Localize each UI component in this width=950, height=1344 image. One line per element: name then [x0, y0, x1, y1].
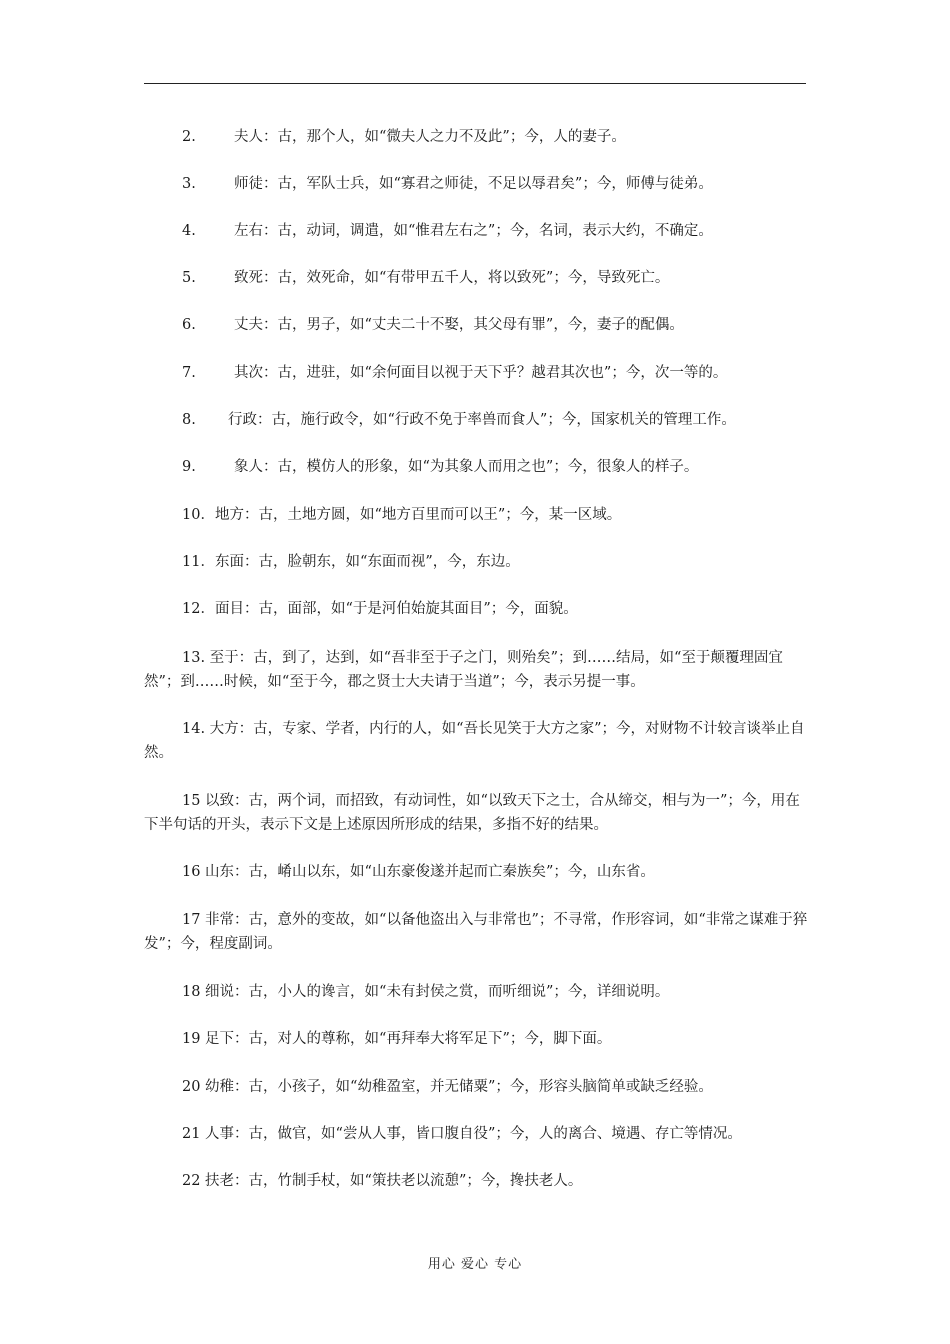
list-item: 21 人事：古，做官，如“尝从人事，皆口腹自役”；今，人的离合、境遇、存亡等情况。: [182, 1126, 742, 1142]
list-item: 13. 至于：古，到了，达到，如“吾非至于子之门，则殆矣”；到……结局，如“至于颠覆理固宜然”；到……时候，如“至于今，郡之贤士大夫请于当道”；今，表示另提一事。: [144, 650, 783, 690]
item-number: 7.: [182, 365, 196, 381]
item-number: 4.: [182, 223, 196, 239]
list-item: 22 扶老：古，竹制手杖，如“策扶老以流憩”；今，搀扶老人。: [182, 1173, 583, 1189]
list-item: 10．地方：古，土地方圆，如“地方百里而可以王”；今，某一区域。: [182, 507, 622, 523]
item-number: 3.: [182, 176, 196, 192]
list-item: 19 足下：古，对人的尊称，如“再拜奉大将军足下”；今，脚下面。: [182, 1031, 612, 1047]
item-number: 8.: [182, 412, 196, 428]
page-footer: 用心 爱心 专心: [427, 1257, 523, 1272]
item-text: 象人：古，模仿人的形象，如“为其象人而用之也”；今，很象人的样子。: [234, 459, 699, 475]
list-item: [144, 266, 812, 290]
list-item: [144, 455, 812, 479]
item-number: 9.: [182, 459, 196, 475]
list-item: 15 以致：古，两个词，而招致，有动词性，如“以致天下之士，合从缔交，相与为一”；今，用在下半句话的开头，表示下文是上述原因所形成的结果，多指不好的结果。: [144, 793, 800, 833]
list-item: [144, 361, 812, 385]
item-text: 致死：古，效死命，如“有带甲五千人，将以致死”；今，导致死亡。: [234, 270, 670, 286]
list-item: [144, 313, 812, 337]
list-item: [144, 125, 812, 149]
item-text: 师徒：古，军队士兵，如“寡君之师徒，不足以辱君矣”；今，师傅与徒弟。: [234, 176, 713, 192]
item-number: 2.: [182, 129, 196, 145]
item-text: 其次：古，进驻，如“余何面目以视于天下乎？越君其次也”；今，次一等的。: [234, 365, 728, 381]
list-item: 14. 大方：古，专家、学者，内行的人，如“吾长见笑于大方之家”；今，对财物不计较言谈举止自然。: [144, 721, 805, 761]
header-rule: [144, 83, 806, 84]
list-item: 17 非常：古，意外的变故，如“以备他盗出入与非常也”；不寻常，作形容词，如“非常之谋难于猝发”；今，程度副词。: [144, 912, 808, 952]
list-item: [144, 408, 812, 432]
list-item: 18 细说：古，小人的谗言，如“未有封侯之赏，而听细说”；今，详细说明。: [182, 984, 670, 1000]
item-text: 丈夫：古，男子，如“丈夫二十不娶，其父母有罪”，今，妻子的配偶。: [234, 317, 684, 333]
list-item: [144, 172, 812, 196]
item-text: 夫人：古，那个人，如“微夫人之力不及此”；今，人的妻子。: [234, 129, 626, 145]
list-item: 11．东面：古，脸朝东，如“东面而视”，今，东边。: [182, 554, 520, 570]
item-number: 5.: [182, 270, 196, 286]
list-item: 20 幼稚：古，小孩子，如“幼稚盈室，并无储粟”；今，形容头脑简单或缺乏经验。: [182, 1079, 713, 1095]
item-text: 行政：古，施行政令，如“行政不免于率兽而食人”；今，国家机关的管理工作。: [228, 412, 736, 428]
item-text: 左右：古，动词，调遣，如“惟君左右之”；今，名词，表示大约，不确定。: [234, 223, 713, 239]
item-number: 6.: [182, 317, 196, 333]
list-item: [144, 219, 812, 243]
list-item: 12．面目：古，面部，如“于是河伯始旋其面目”；今，面貌。: [182, 601, 578, 617]
list-item: 16 山东：古，崤山以东，如“山东豪俊遂并起而亡秦族矣”；今，山东省。: [182, 864, 655, 880]
